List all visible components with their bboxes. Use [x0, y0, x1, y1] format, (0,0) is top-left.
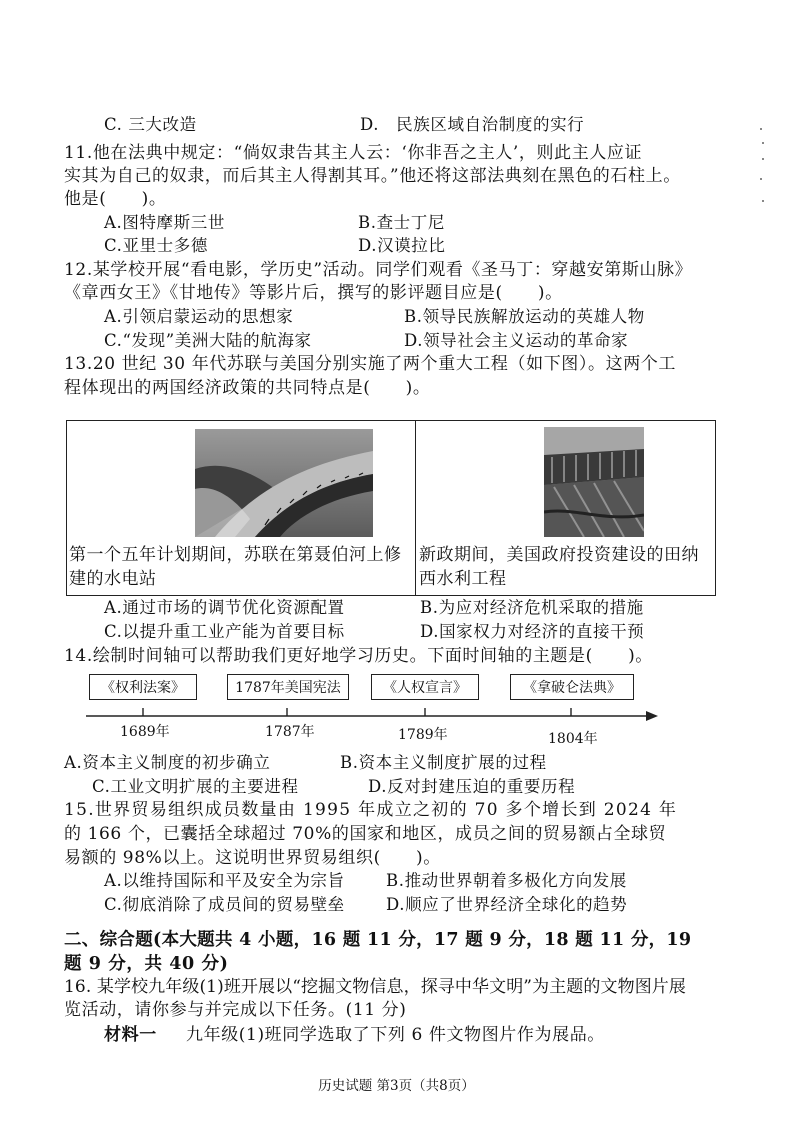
timeline-box-bill-of-rights: 《权利法案》: [89, 674, 197, 700]
q15-stem-line1: 15.世界贸易组织成员数量由 1995 年成立之初的 70 多个增长到 2024 年: [64, 800, 678, 820]
q12-stem-line1: 12.某学校开展“看电影，学历史”活动。同学们观看《圣马丁：穿越安第斯山脉》: [64, 260, 693, 280]
timeline-year-1804: 1804年: [548, 731, 598, 747]
q14-option-c: C.工业文明扩展的主要进程: [92, 777, 299, 796]
scan-speck: [762, 200, 764, 202]
q12-option-b: B.领导民族解放运动的英雄人物: [404, 307, 645, 326]
dnieper-dam-photo: [195, 429, 373, 537]
q12-stem-line2: 《章西女王》《甘地传》等影片后，撰写的影评题目应是( )。: [64, 283, 563, 303]
q16-stem-line1: 16. 某学校九年级(1)班开展以“挖掘文物信息，探寻中华文明”为主题的文物图片展: [64, 977, 686, 997]
q15-option-c: C.彻底消除了成员间的贸易壁垒: [104, 895, 345, 914]
timeline-box-us-constitution: 1787年美国宪法: [227, 674, 349, 700]
q15-option-d: D.顺应了世界经济全球化的趋势: [386, 895, 628, 914]
q11-option-c: C.亚里士多德: [104, 236, 208, 255]
q13-stem-line1: 13.20 世纪 30 年代苏联与美国分别实施了两个重大工程（如下图）。这两个工: [64, 354, 677, 374]
q13-option-c: C.以提升重工业产能为首要目标: [104, 622, 345, 641]
material1-text: 九年级(1)班同学选取了下列 6 件文物图片作为展品。: [186, 1025, 605, 1045]
q13-caption-left: 第一个五年计划期间，苏联在第聂伯河上修建的水电站: [69, 545, 402, 589]
q10-option-d: D. 民族区域自治制度的实行: [360, 115, 585, 134]
q13-option-b: B.为应对经济危机采取的措施: [420, 598, 644, 617]
q15-option-a: A.以维持国际和平及安全为宗旨: [104, 871, 345, 890]
section2-heading-line2: 题 9 分，共 40 分): [64, 954, 229, 974]
q15-option-b: B.推动世界朝着多极化方向发展: [386, 871, 627, 890]
scan-speck: [762, 142, 764, 144]
q10-option-c: C. 三大改造: [104, 115, 197, 134]
tva-dam-photo: [544, 427, 644, 537]
timeline-box-rights-of-man: 《人权宣言》: [371, 674, 479, 700]
q13-option-d: D.国家权力对经济的直接干预: [420, 622, 645, 641]
q13-caption-right: 新政期间，美国政府投资建设的田纳西水利工程: [419, 545, 699, 589]
timeline-year-1789: 1789年: [398, 727, 448, 743]
timeline-year-1689: 1689年: [120, 724, 170, 740]
q11-stem-line1: 11.他在法典中规定：“倘奴隶告其主人云：‘你非吾之主人’，则此主人应证: [64, 143, 643, 163]
q13-option-a: A.通过市场的调节优化资源配置: [104, 598, 345, 617]
scan-speck: [760, 128, 762, 130]
scan-speck: [762, 158, 764, 160]
scan-speck: [760, 178, 762, 180]
timeline-year-1787: 1787年: [265, 724, 315, 740]
q11-option-d: D.汉谟拉比: [358, 236, 446, 255]
q12-option-d: D.领导社会主义运动的革命家: [404, 331, 629, 350]
q11-option-a: A.图特摩斯三世: [104, 213, 225, 232]
q11-stem-line3: 他是( )。: [64, 189, 167, 209]
q12-option-c: C.“发现”美洲大陆的航海家: [104, 331, 312, 350]
q15-stem-line2: 的 166 个，已囊括全球超过 70%的国家和地区，成员之间的贸易额占全球贸: [64, 824, 667, 844]
q11-option-b: B.查士丁尼: [358, 213, 445, 232]
q14-option-a: A.资本主义制度的初步确立: [64, 753, 271, 772]
q12-option-a: A.引领启蒙运动的思想家: [104, 307, 294, 326]
material1-label: 材料一: [104, 1025, 157, 1045]
q14-option-b: B.资本主义制度扩展的过程: [340, 753, 547, 772]
q15-stem-line3: 易额的 98%以上。这说明世界贸易组织( )。: [64, 848, 441, 868]
q16-stem-line2: 览活动，请你参与并完成以下任务。(11 分): [64, 1000, 407, 1020]
timeline-axis: [86, 704, 658, 728]
q14-stem: 14.绘制时间轴可以帮助我们更好地学习历史。下面时间轴的主题是( )。: [64, 646, 653, 666]
timeline-box-napoleonic-code: 《拿破仑法典》: [510, 674, 634, 700]
table-divider: [415, 421, 416, 595]
section2-heading-line1: 二、综合题(本大题共 4 小题，16 题 11 分，17 题 9 分，18 题 11 分，19: [64, 930, 692, 950]
page-footer: 历史试题 第3页（共8页）: [318, 1078, 475, 1094]
q11-stem-line2: 实其为自己的奴隶，而后其主人得割其耳。”他还将这部法典刻在黑色的石柱上。: [64, 166, 681, 186]
q13-image-table: [66, 420, 716, 596]
q14-option-d: D.反对封建压迫的重要历程: [368, 777, 576, 796]
q13-stem-line2: 程体现出的两国经济政策的共同特点是( )。: [64, 378, 431, 398]
